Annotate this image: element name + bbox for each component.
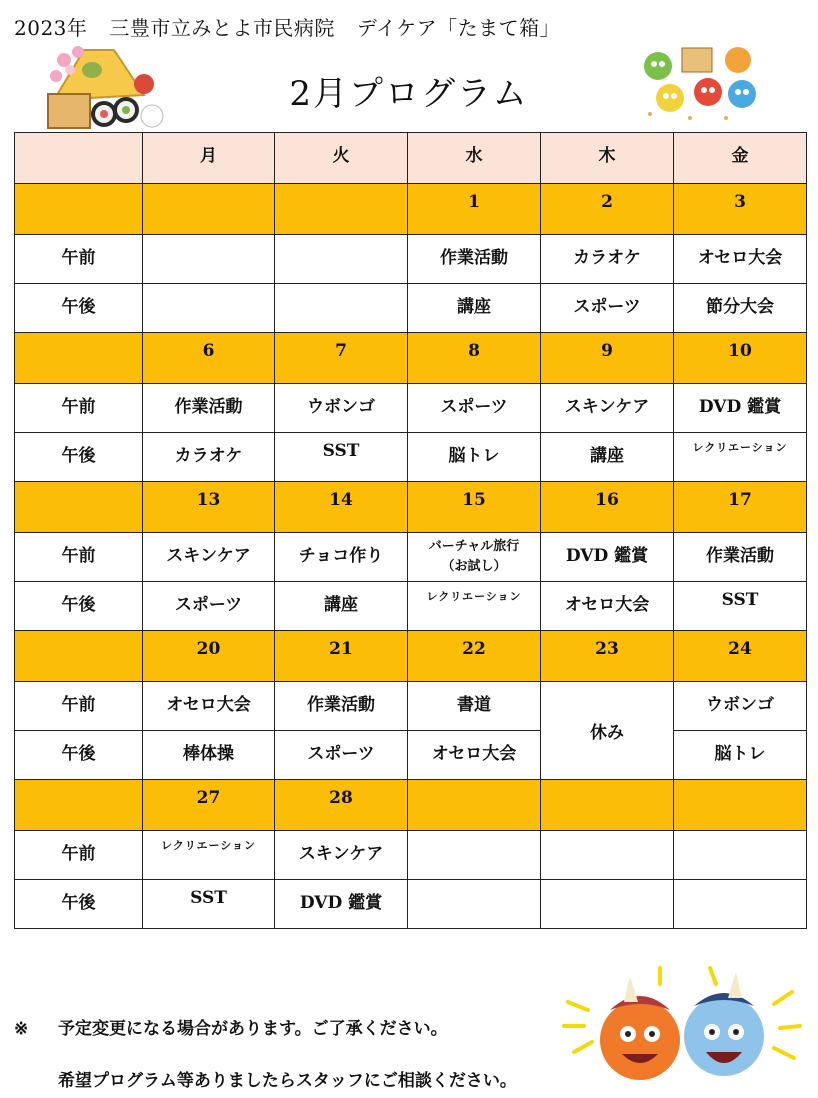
date-row [15,780,807,831]
date-row-label [15,184,143,235]
am-row [15,384,807,433]
program-cell: 棒体操 [143,731,275,780]
date-cell [674,780,807,831]
date-row [15,631,807,682]
program-cell: ウボンゴ [674,682,807,731]
program-cell: スポーツ [275,731,408,780]
weekday-fri: 金 [674,133,807,184]
date-cell: 27 [143,780,275,831]
program-cell: SST [674,582,807,631]
program-cell: チョコ作り [275,533,408,582]
date-cell: 16 [541,482,674,533]
date-cell: 14 [275,482,408,533]
header-hospital: 三豊市立みとよ市民病院 [109,16,335,40]
pm-row [15,731,807,780]
program-cell: スキンケア [275,831,408,880]
pm-row [15,880,807,929]
date-row [15,333,807,384]
program-cell: SST [143,880,275,929]
date-cell [408,780,541,831]
header-line [14,12,560,41]
am-label: 午前 [15,384,143,433]
program-cell: スポーツ [408,384,541,433]
program-cell: DVD 鑑賞 [541,533,674,582]
pm-label: 午後 [15,433,143,482]
date-row [15,482,807,533]
weekday-thu: 木 [541,133,674,184]
note-mark: ※ [14,1019,29,1039]
date-row-label [15,333,143,384]
date-row-label [15,780,143,831]
program-cell: 作業活動 [143,384,275,433]
program-cell: オセロ大会 [674,235,807,284]
program-cell: 作業活動 [674,533,807,582]
am-row [15,682,807,731]
pm-label: 午後 [15,880,143,929]
program-cell [674,880,807,929]
am-row [15,533,807,582]
pm-label: 午後 [15,731,143,780]
weekday-header-row [15,133,807,184]
date-cell: 23 [541,631,674,682]
pm-row [15,582,807,631]
program-cell: 脳トレ [408,433,541,482]
program-cell [408,831,541,880]
note-line-1: 予定変更になる場合があります。ご了承ください。 [58,1019,448,1039]
date-cell: 22 [408,631,541,682]
program-cell [275,284,408,333]
date-row-label [15,631,143,682]
program-cell: SST [275,433,408,482]
program-cell: レクリエーション [408,582,541,631]
pm-label: 午後 [15,284,143,333]
program-cell: スキンケア [143,533,275,582]
program-cell: スポーツ [541,284,674,333]
am-label: 午前 [15,533,143,582]
program-cell: 書道 [408,682,541,731]
weekday-tue: 火 [275,133,408,184]
program-cell: DVD 鑑賞 [275,880,408,929]
date-cell: 13 [143,482,275,533]
program-cell [408,880,541,929]
am-label: 午前 [15,235,143,284]
date-cell: 28 [275,780,408,831]
weekday-mon: 月 [143,133,275,184]
program-cell [541,880,674,929]
date-cell: 20 [143,631,275,682]
weekday-wed: 水 [408,133,541,184]
program-title: 2月プログラム [289,74,529,114]
notes [14,1014,517,1091]
date-cell [143,184,275,235]
header-service: デイケア「たまて箱」 [356,16,561,40]
program-cell: 作業活動 [275,682,408,731]
am-label: 午前 [15,831,143,880]
program-cell: レクリエーション [143,831,275,880]
program-cell: 脳トレ [674,731,807,780]
date-cell: 8 [408,333,541,384]
program-cell: スキンケア [541,384,674,433]
program-calendar [14,132,807,929]
date-cell [275,184,408,235]
pm-row [15,284,807,333]
program-cell: オセロ大会 [143,682,275,731]
program-cell: ウボンゴ [275,384,408,433]
am-row [15,831,807,880]
holiday-cell: 休み [541,682,674,780]
program-cell [541,831,674,880]
program-cell: DVD 鑑賞 [674,384,807,433]
date-cell: 6 [143,333,275,384]
program-cell: 講座 [275,582,408,631]
oni-faces-illustration [560,962,806,1090]
pm-row [15,433,807,482]
date-cell: 7 [275,333,408,384]
program-cell: カラオケ [541,235,674,284]
program-cell [143,284,275,333]
date-cell: 24 [674,631,807,682]
date-cell: 2 [541,184,674,235]
date-cell: 1 [408,184,541,235]
program-cell: 講座 [541,433,674,482]
program-cell: オセロ大会 [408,731,541,780]
program-cell: 講座 [408,284,541,333]
program-cell: スポーツ [143,582,275,631]
date-cell: 15 [408,482,541,533]
note-line-2: 希望プログラム等ありましたらスタッフにご相談ください。 [58,1071,517,1091]
program-cell [674,831,807,880]
program-cell [275,235,408,284]
date-row-label [15,482,143,533]
program-cell [143,235,275,284]
am-label: 午前 [15,682,143,731]
date-row [15,184,807,235]
date-cell [541,780,674,831]
program-cell: バーチャル旅行 （お試し） [408,533,541,582]
date-cell: 17 [674,482,807,533]
pm-label: 午後 [15,582,143,631]
header-year: 2023年 [14,16,88,40]
date-cell: 10 [674,333,807,384]
am-row [15,235,807,284]
program-cell: カラオケ [143,433,275,482]
program-cell: レクリエーション [674,433,807,482]
date-cell: 21 [275,631,408,682]
program-cell: 作業活動 [408,235,541,284]
program-cell: 節分大会 [674,284,807,333]
corner-cell [15,133,143,184]
date-cell: 3 [674,184,807,235]
program-cell: オセロ大会 [541,582,674,631]
date-cell: 9 [541,333,674,384]
